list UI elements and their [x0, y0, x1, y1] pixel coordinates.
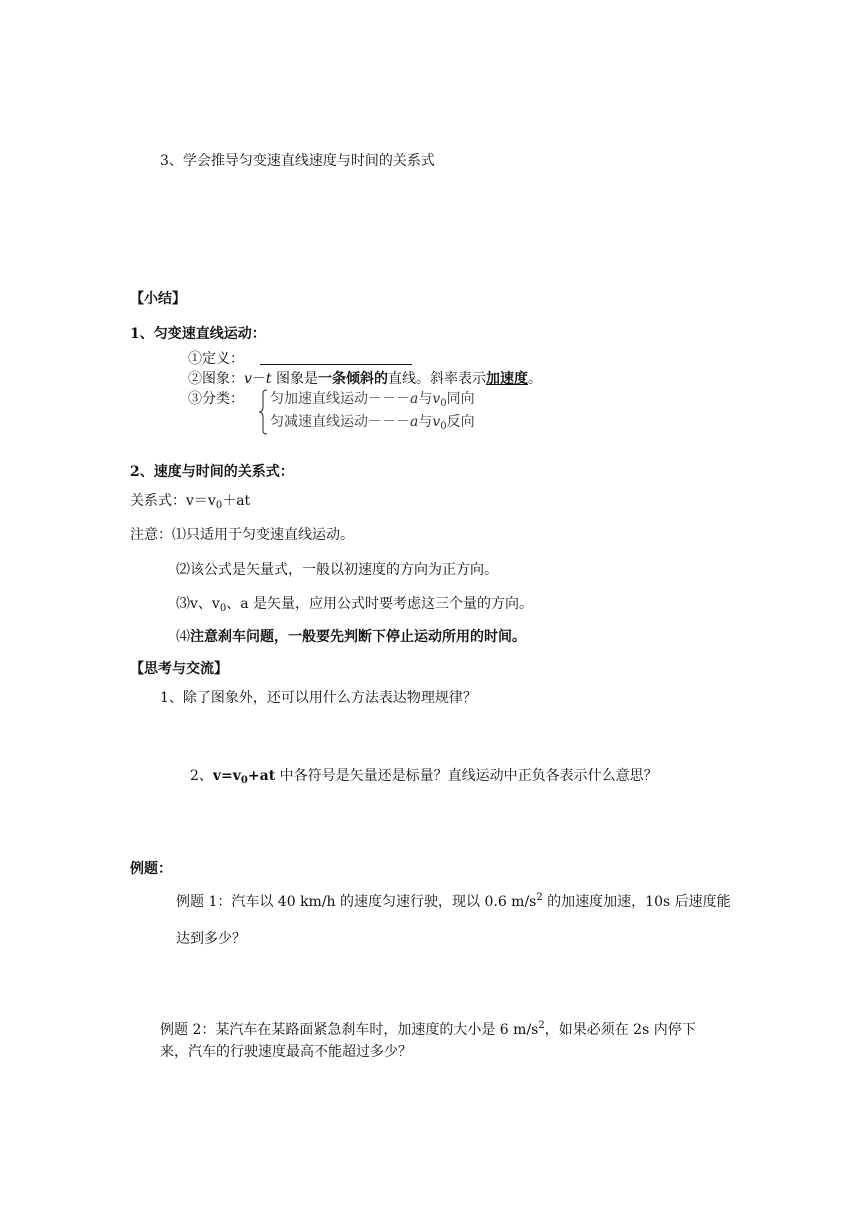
decel-a-symbol: a: [410, 414, 419, 430]
note-2: ⑵该公式是矢量式，一般以初速度的方向为正方向。: [176, 562, 498, 578]
decel-v-symbol: v: [432, 414, 441, 430]
ex1-text-a: 例题 1：汽车以 40 km/h 的速度匀速行驶，现以 0.6 m/s: [176, 894, 537, 910]
decel-case-text: 匀减速直线运动－－－: [270, 414, 410, 430]
note-4-line: [176, 628, 526, 646]
note-3-subscript: 0: [219, 603, 227, 614]
graph-tail-text: 直线。斜率表示: [388, 371, 487, 387]
note-4: 注意刹车问题，一般要先判断下停止运动所用的时间。: [190, 629, 526, 645]
curly-brace-icon: [258, 389, 268, 435]
relation-formula: [130, 492, 250, 510]
think-question-2: [190, 767, 658, 785]
ex2-text-b: ，如果必须在 2s 内停下: [544, 1022, 696, 1038]
ex2-superscript: 2: [538, 1020, 545, 1031]
accel-a-symbol: a: [410, 391, 419, 407]
examples-heading: 例题：: [130, 861, 172, 877]
think-question-1: 1、除了图象外，还可以用什么方法表达物理规律？: [160, 690, 477, 706]
example-2-line-2: 来，汽车的行驶速度最高不能超过多少？: [160, 1044, 412, 1060]
note-4-number: ⑷: [176, 629, 190, 645]
ex2-text-a: 例题 2：某汽车在某路面紧急刹车时，加速度的大小是 6 m/s: [160, 1022, 539, 1038]
classification-label: ③分类：: [188, 391, 244, 407]
graph-bold-text: 一条倾斜的: [318, 371, 389, 387]
accel-case-line: [270, 390, 475, 408]
example-1-line-2: 达到多少？: [176, 931, 246, 947]
definition-blank: [260, 352, 412, 365]
formula-tail: ＋at: [222, 493, 251, 509]
note-label: 注意：: [130, 527, 172, 543]
think-heading: 【思考与交流】: [130, 661, 228, 677]
example-2-line-1: [160, 1021, 696, 1039]
q2-number: 2、: [190, 768, 213, 784]
formula-subscript: 0: [215, 500, 223, 511]
section-1-title: 1、匀变速直线运动：: [130, 326, 266, 342]
note-3-line: [176, 595, 533, 613]
formula-prefix: 关系式：v＝v: [130, 493, 216, 509]
decel-with: 与: [418, 414, 433, 430]
graph-text: 图象是: [271, 371, 319, 387]
graph-dash: －: [251, 371, 266, 387]
definition-line: [188, 350, 412, 368]
note-1-line: [130, 526, 354, 544]
graph-line: [188, 370, 542, 388]
graph-label: ②图象：: [188, 371, 244, 387]
decel-direction: 反向: [446, 414, 475, 430]
accel-with: 与: [418, 391, 433, 407]
ex1-text-b: 的加速度加速，10s 后速度能: [542, 894, 731, 910]
definition-label: ①定义：: [188, 351, 244, 367]
graph-t-symbol: t: [265, 371, 272, 387]
summary-heading: 【小结】: [130, 291, 186, 307]
accel-v-subscript: 0: [440, 398, 447, 409]
graph-end: 。: [528, 371, 543, 387]
q2-formula-tail: +at: [247, 768, 276, 784]
decel-v-subscript: 0: [440, 421, 447, 432]
example-1-line-1: [176, 893, 731, 911]
graph-v-symbol: v: [244, 371, 252, 387]
note-3: ⑶v、v: [176, 596, 220, 612]
q2-formula: v=v: [212, 768, 241, 784]
note-1: ⑴只适用于匀变速直线运动。: [172, 527, 354, 543]
section-2-title: 2、速度与时间的关系式：: [130, 464, 294, 480]
note-3-tail: 、a 是矢量，应用公式时要考虑这三个量的方向。: [226, 596, 533, 612]
accel-direction: 同向: [446, 391, 475, 407]
q2-text: 中各符号是矢量还是标量？直线运动中正负各表示什么意思？: [275, 768, 658, 784]
objective-3: 3、学会推导匀变速直线速度与时间的关系式: [160, 153, 435, 169]
ex1-superscript: 2: [536, 892, 543, 903]
q2-subscript: 0: [240, 775, 248, 786]
acceleration-term: 加速度: [486, 371, 529, 387]
accel-v-symbol: v: [432, 391, 441, 407]
accel-case-text: 匀加速直线运动－－－: [270, 391, 410, 407]
decel-case-line: [270, 413, 475, 431]
